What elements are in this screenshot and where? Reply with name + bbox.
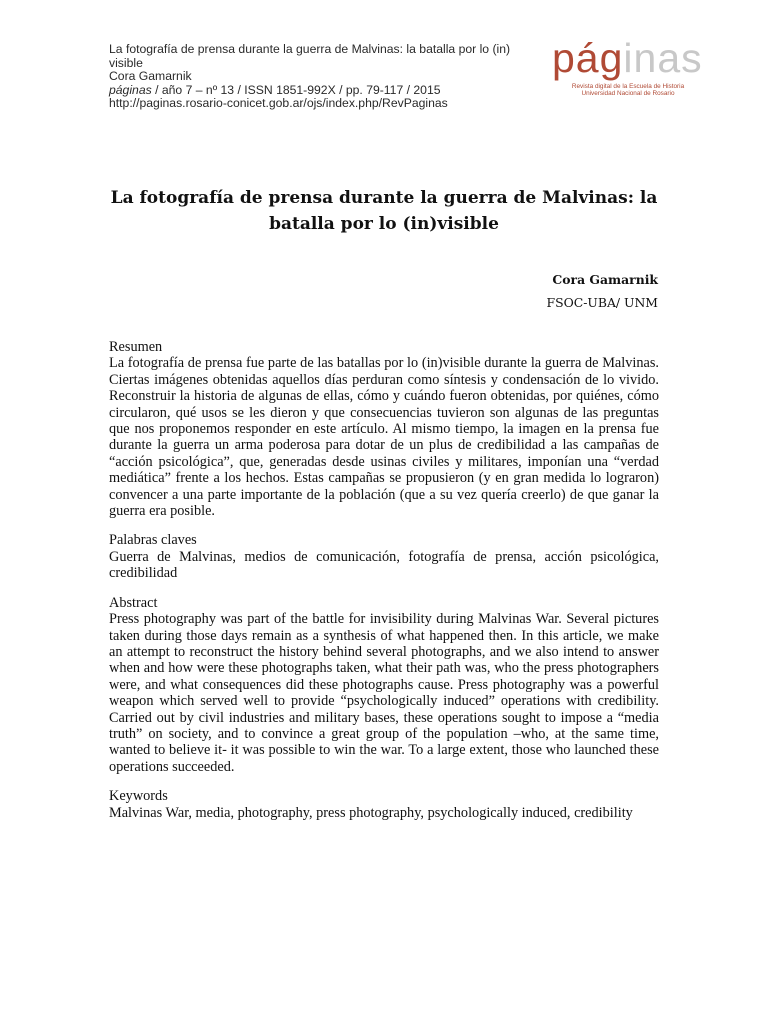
keywords-heading: Keywords [109,788,168,805]
resumen-heading: Resumen [109,339,163,355]
logo-subtitle-school: Revista digital de la Escuela de Historia [571,83,685,90]
author-name: Cora Gamarnik [552,272,658,287]
logo-wordmark-colored: pág [552,35,624,81]
author-block [547,268,659,314]
resumen-section [109,339,659,519]
abstract-section [109,595,659,775]
header-citation [109,84,529,98]
palabras-claves-section [109,532,659,581]
journal-logo [552,35,703,98]
logo-wordmark [552,35,703,81]
resumen-text: La fotografía de prensa fue parte de las batallas por lo (in)visible durante la guerra de Malvinas. Ciertas imágenes obtenidas aquellos días perduran como síntesis y condensación de lo vivido. Reconstruir la historia de algunas de ellas, cómo y cuándo fueron obtenidas, por quiénes, cómo circularon, qué usos se les dieron y que consecuencias tuvieron son algunas de las preguntas que nos proponemos responder en este artículo. Al mismo tiempo, la imagen en la prensa fue durante la guerra un arma poderosa para dotar de un plus de credibilidad a las campañas de “acción psicológica”, que, generadas desde usinas civiles y militares, imponían una “verdad mediática” frente a los hechos. Estas campañas se propusieron (y en gran medida lo lograron) convencer a una parte importante de la población (que a su vez quería creerlo) de que ganar la guerra era posible. [109,355,659,520]
logo-subtitle-university: Universidad Nacional de Rosario [581,90,675,97]
article-body [109,339,659,834]
running-header [109,43,529,111]
palabras-claves-heading: Palabras claves [109,532,197,549]
header-journal-name: páginas [109,82,152,97]
article-title: La fotografía de prensa durante la guerra de Malvinas: la batalla por lo (in)visible [110,188,658,234]
keywords-text: Malvinas War, media, photography, press photography, psychologically induced, credibility [109,804,633,821]
header-author: Cora Gamarnik [109,69,192,84]
abstract-heading: Abstract [109,594,158,611]
keywords-section [109,788,659,821]
header-citation-details: / año 7 – nº 13 / ISSN 1851-992X / pp. 79-117 / 2015 [151,82,441,97]
abstract-text: Press photography was part of the battle for invisibility during Malvinas War. Several pictures taken during those days remain as a synthesis of what happened then. In this article, we make an attempt to reconstruct the history behind several photographs, and we also intend to answer when and how were these photographs taken, what their path was, who the press photographers were, and what consequences did these photographs cause. Press photography was a powerful weapon which served well to provide “psychologically induced” operations with credibility. Carried out by civil industries and military bases, these operations sought to impose a “media truth” on society, and to convince a great group of the population –who, at the same time, wanted to believe it- it was possible to win the war. To a large extent, those who launched these operations succeeded. [109,611,659,775]
header-url[interactable]: http://paginas.rosario-conicet.gob.ar/ojs/index.php/RevPaginas [109,96,448,111]
palabras-claves-text: Guerra de Malvinas, medios de comunicación, fotografía de prensa, acción psicológica, credibilidad [109,548,659,582]
author-affiliation: FSOC-UBA/ UNM [546,295,658,310]
logo-wordmark-gray: inas [623,35,703,81]
header-title: La fotografía de prensa durante la guerra de Malvinas: la batalla por lo (in) visible [109,42,511,70]
